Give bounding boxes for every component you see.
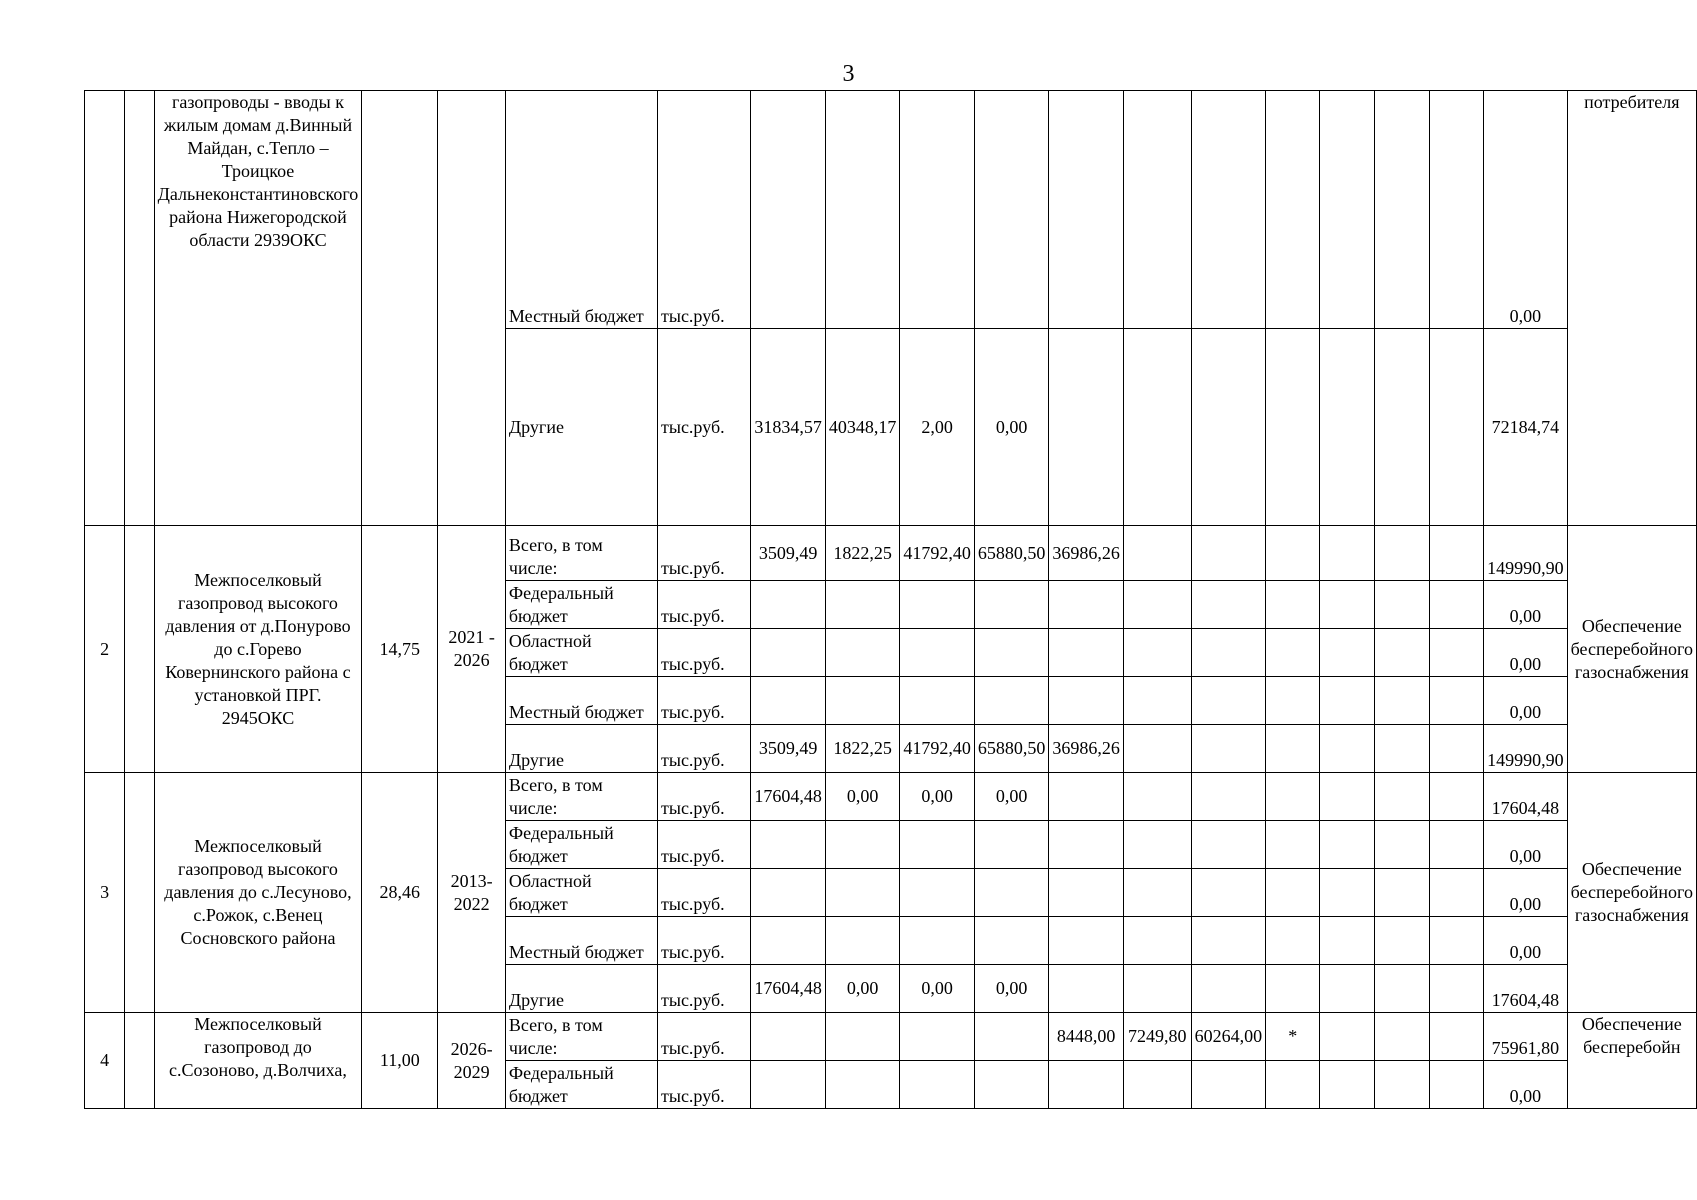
table-row bbox=[85, 91, 1697, 329]
funding-source: Другие bbox=[505, 965, 657, 1013]
funding-source: Местный бюджет bbox=[505, 917, 657, 965]
funding-source: Всего, в том числе: bbox=[505, 1013, 657, 1061]
funding-source: Другие bbox=[505, 725, 657, 773]
unit: тыс.руб. bbox=[657, 725, 750, 773]
unit: тыс.руб. bbox=[657, 91, 750, 329]
year-value: 41792,40 bbox=[900, 526, 975, 581]
row-number-cell bbox=[85, 91, 125, 526]
year-value: 0,00 bbox=[900, 773, 975, 821]
year-value: 60264,00 bbox=[1191, 1013, 1266, 1061]
total-value: 72184,74 bbox=[1484, 329, 1568, 526]
unit: тыс.руб. bbox=[657, 629, 750, 677]
year-value: 1822,25 bbox=[825, 725, 900, 773]
total-value: 0,00 bbox=[1484, 677, 1568, 725]
year-value: * bbox=[1266, 1013, 1320, 1061]
table-row bbox=[85, 1013, 1697, 1061]
empty-cell bbox=[125, 773, 154, 1013]
funding-source: Федеральный бюджет bbox=[505, 821, 657, 869]
object-name: Межпоселковый газопровод высокого давления до с.Лесуново, с.Рожок, с.Венец Сосновского района bbox=[154, 773, 362, 1013]
total-value: 0,00 bbox=[1484, 917, 1568, 965]
object-name: Межпоселковый газопровод до с.Созоново, д.Волчиха, bbox=[154, 1013, 362, 1109]
purpose: Обеспечение бесперебойного газоснабжения bbox=[1567, 526, 1696, 773]
period: 2013-2022 bbox=[438, 773, 506, 1013]
year-value: 40348,17 bbox=[825, 329, 900, 526]
empty-cell bbox=[125, 1013, 154, 1109]
year-value: 0,00 bbox=[825, 773, 900, 821]
empty-cell bbox=[125, 91, 154, 526]
year-value: 0,00 bbox=[974, 329, 1049, 526]
total-value: 0,00 bbox=[1484, 1061, 1568, 1109]
year-value: 0,00 bbox=[974, 965, 1049, 1013]
funding-source: Федеральный бюджет bbox=[505, 1061, 657, 1109]
year-value: 8448,00 bbox=[1049, 1013, 1124, 1061]
unit: тыс.руб. bbox=[657, 821, 750, 869]
funding-source: Другие bbox=[505, 329, 657, 526]
period-cell bbox=[438, 91, 506, 526]
funding-source: Всего, в том числе: bbox=[505, 526, 657, 581]
length: 28,46 bbox=[362, 773, 438, 1013]
row-number: 3 bbox=[85, 773, 125, 1013]
year-value: 36986,26 bbox=[1049, 725, 1124, 773]
year-value: 0,00 bbox=[900, 965, 975, 1013]
empty-cell bbox=[125, 526, 154, 773]
funding-source: Федеральный бюджет bbox=[505, 581, 657, 629]
unit: тыс.руб. bbox=[657, 1061, 750, 1109]
year-value: 7249,80 bbox=[1123, 1013, 1191, 1061]
table-row bbox=[85, 526, 1697, 581]
unit: тыс.руб. bbox=[657, 1013, 750, 1061]
length: 14,75 bbox=[362, 526, 438, 773]
length-cell bbox=[362, 91, 438, 526]
year-value: 41792,40 bbox=[900, 725, 975, 773]
year-value: 65880,50 bbox=[974, 725, 1049, 773]
funding-source: Областной бюджет bbox=[505, 629, 657, 677]
year-value: 65880,50 bbox=[974, 526, 1049, 581]
unit: тыс.руб. bbox=[657, 526, 750, 581]
unit: тыс.руб. bbox=[657, 869, 750, 917]
unit: тыс.руб. bbox=[657, 965, 750, 1013]
year-value: 3509,49 bbox=[751, 526, 826, 581]
funding-source: Областной бюджет bbox=[505, 869, 657, 917]
total-value: 0,00 bbox=[1484, 91, 1568, 329]
year-value: 31834,57 bbox=[751, 329, 826, 526]
total-value: 17604,48 bbox=[1484, 965, 1568, 1013]
purpose: Обеспечение бесперебойн bbox=[1567, 1013, 1696, 1109]
unit: тыс.руб. bbox=[657, 581, 750, 629]
total-value: 0,00 bbox=[1484, 629, 1568, 677]
year-value: 0,00 bbox=[825, 965, 900, 1013]
row-number: 4 bbox=[85, 1013, 125, 1109]
total-value: 17604,48 bbox=[1484, 773, 1568, 821]
total-value: 0,00 bbox=[1484, 581, 1568, 629]
object-name: газопроводы - вводы к жилым домам д.Винный Майдан, с.Тепло – Троицкое Дальнеконстантиновского района Нижегородской области 2939ОКС bbox=[154, 91, 362, 526]
program-table bbox=[84, 90, 1697, 1109]
unit: тыс.руб. bbox=[657, 917, 750, 965]
page-number: 3 bbox=[842, 61, 855, 87]
funding-source: Местный бюджет bbox=[505, 677, 657, 725]
total-value: 75961,80 bbox=[1484, 1013, 1568, 1061]
object-name: Межпоселковый газопровод высокого давления от д.Понурово до с.Горево Ковернинского района с установкой ПРГ. 2945ОКС bbox=[154, 526, 362, 773]
total-value: 0,00 bbox=[1484, 821, 1568, 869]
table-row bbox=[85, 773, 1697, 821]
unit: тыс.руб. bbox=[657, 329, 750, 526]
row-number: 2 bbox=[85, 526, 125, 773]
total-value: 0,00 bbox=[1484, 869, 1568, 917]
period: 2026-2029 bbox=[438, 1013, 506, 1109]
total-value: 149990,90 bbox=[1484, 725, 1568, 773]
funding-source: Местный бюджет bbox=[505, 91, 657, 329]
year-value: 3509,49 bbox=[751, 725, 826, 773]
length: 11,00 bbox=[362, 1013, 438, 1109]
year-value: 2,00 bbox=[900, 329, 975, 526]
unit: тыс.руб. bbox=[657, 677, 750, 725]
year-value: 17604,48 bbox=[751, 773, 826, 821]
year-value: 1822,25 bbox=[825, 526, 900, 581]
year-value: 0,00 bbox=[974, 773, 1049, 821]
purpose: потребителя bbox=[1567, 91, 1696, 526]
year-value: 17604,48 bbox=[751, 965, 826, 1013]
year-value: 36986,26 bbox=[1049, 526, 1124, 581]
period: 2021 - 2026 bbox=[438, 526, 506, 773]
total-value: 149990,90 bbox=[1484, 526, 1568, 581]
funding-source: Всего, в том числе: bbox=[505, 773, 657, 821]
purpose: Обеспечение бесперебойного газоснабжения bbox=[1567, 773, 1696, 1013]
unit: тыс.руб. bbox=[657, 773, 750, 821]
